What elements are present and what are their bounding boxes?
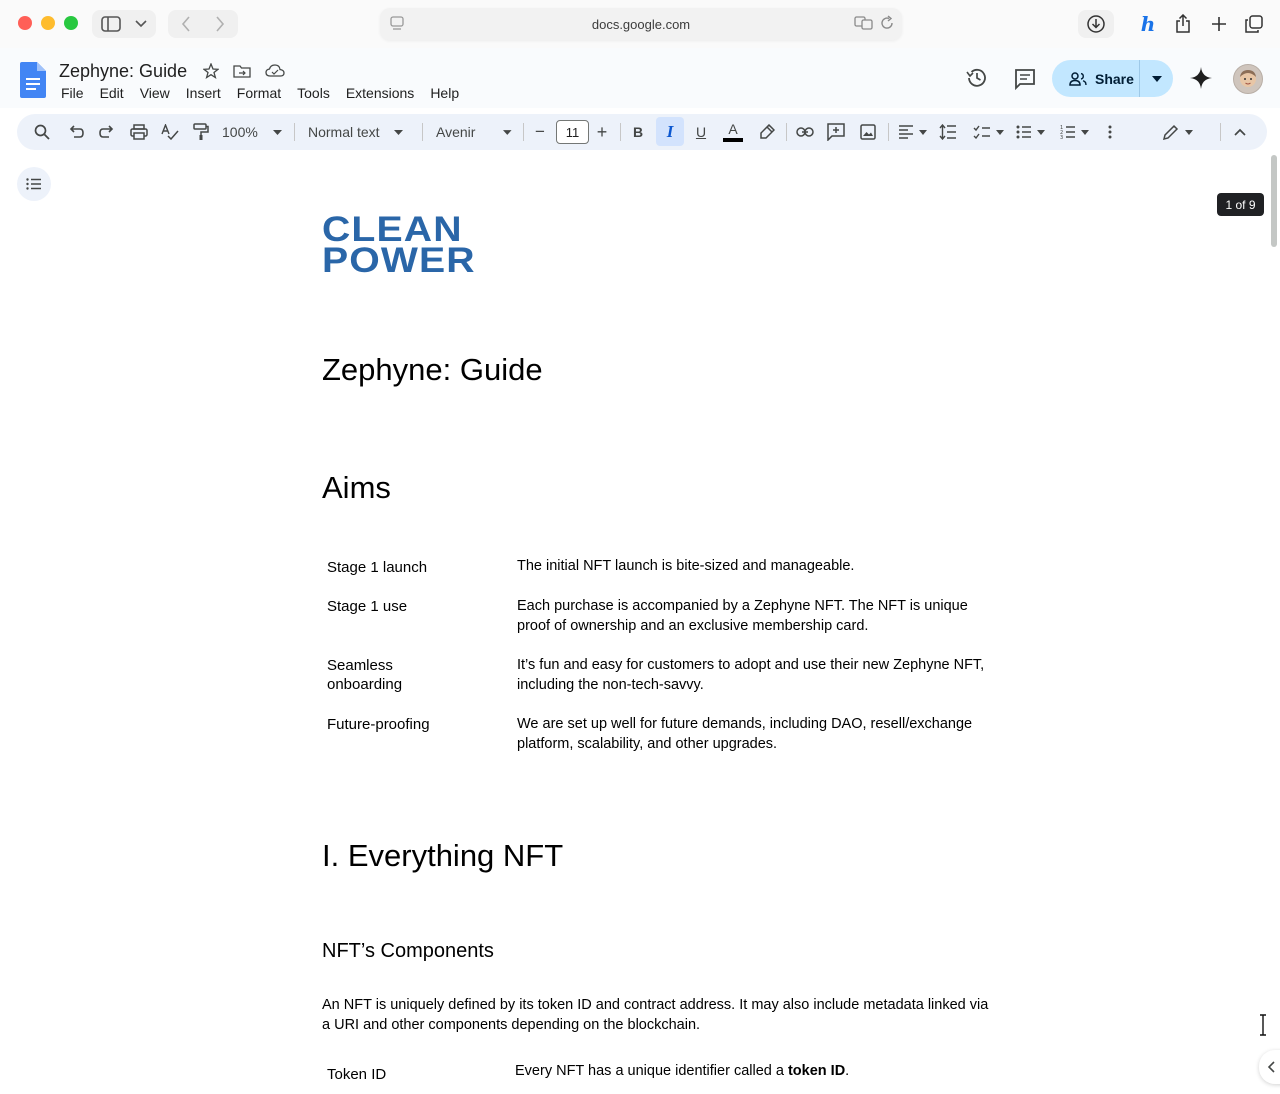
share-dropdown[interactable]	[1140, 76, 1173, 82]
add-comment-button[interactable]	[825, 114, 847, 150]
page-menu-icon[interactable]	[390, 16, 404, 32]
toolbar-divider	[888, 123, 889, 141]
aim-description: We are set up well for future demands, including DAO, resell/exchange platform, scalability, and other upgrades.	[517, 716, 973, 752]
text-color-swatch	[723, 138, 743, 142]
highlight-color-button[interactable]	[757, 114, 777, 150]
url-text: docs.google.com	[591, 16, 691, 32]
image-icon	[860, 124, 876, 140]
move-folder-icon[interactable]	[233, 63, 251, 79]
version-history-icon[interactable]	[965, 67, 989, 89]
svg-text:1: 1	[1059, 125, 1063, 131]
token-desc-prefix: Every NFT has a unique identifier called a	[515, 1063, 788, 1079]
share-page-button[interactable]	[1172, 10, 1194, 38]
italic-button[interactable]: I	[656, 117, 684, 146]
document-title: Zephyne: Guide	[322, 352, 543, 387]
align-select[interactable]	[896, 114, 928, 150]
reload-icon[interactable]	[880, 15, 894, 31]
menu-bar	[53, 85, 467, 101]
close-window-button[interactable]	[18, 16, 32, 30]
aim-description: It’s fun and easy for customers to adopt and use their new Zephyne NFT, including the non-tech-savvy.	[517, 657, 985, 693]
paragraph-style-select[interactable]	[308, 114, 410, 150]
components-paragraph: An NFT is uniquely defined by its token ID and contract address. It may also include metadata linked via a URI and other components depending on the blockchain.	[322, 997, 989, 1033]
font-size-input[interactable]: 11	[556, 120, 589, 144]
numbered-list-select[interactable]	[1057, 114, 1091, 150]
line-spacing-button[interactable]	[937, 114, 959, 150]
checklist-icon	[973, 125, 991, 139]
chevron-left-icon	[1267, 1061, 1275, 1073]
extension-h-icon: h	[1140, 12, 1156, 36]
toolbar-divider	[786, 123, 787, 141]
redo-icon	[99, 125, 115, 139]
logo-line-2: POWER	[322, 241, 476, 280]
caret-down-icon	[273, 130, 282, 135]
bold-button[interactable]: B	[632, 124, 644, 140]
address-bar[interactable]	[380, 8, 902, 40]
chevron-up-icon	[1234, 128, 1246, 136]
gemini-sparkle-icon[interactable]	[1190, 67, 1212, 89]
nav-buttons	[168, 10, 238, 38]
caret-down-icon	[1037, 130, 1045, 135]
logo-line-1: CLEAN	[322, 210, 463, 249]
increase-font-size-button[interactable]: +	[596, 121, 608, 142]
token-desc-suffix: .	[845, 1063, 850, 1079]
decrease-font-size-button[interactable]: −	[535, 122, 545, 141]
highlighter-icon	[759, 124, 775, 140]
cloud-saved-icon[interactable]	[265, 63, 285, 79]
translate-icon[interactable]	[854, 15, 874, 31]
back-arrow-icon[interactable]	[181, 16, 191, 32]
tabs-icon	[1245, 15, 1263, 33]
pencil-icon	[1163, 124, 1179, 140]
zoom-window-button[interactable]	[64, 16, 78, 30]
avatar[interactable]	[1233, 64, 1263, 94]
token-id-term: Token ID	[327, 1066, 387, 1083]
caret-down-icon	[503, 130, 512, 135]
chevron-down-icon	[135, 20, 147, 28]
editing-mode-select[interactable]	[1159, 114, 1197, 150]
token-desc-bold: token ID	[787, 1063, 846, 1079]
checklist-select[interactable]	[971, 114, 1005, 150]
caret-down-icon	[1185, 130, 1193, 135]
undo-button[interactable]	[65, 114, 87, 150]
more-options-button[interactable]	[1101, 114, 1119, 150]
svg-text:3: 3	[1059, 135, 1063, 140]
avatar-face-icon	[1237, 68, 1259, 90]
page-indicator: 1 of 9	[1217, 193, 1264, 216]
font-family-value: Avenir	[436, 124, 476, 140]
numbered-list-icon	[1060, 124, 1076, 140]
menu-format[interactable]: Format	[236, 85, 282, 101]
align-left-icon	[898, 125, 914, 139]
comments-icon[interactable]	[1014, 68, 1036, 90]
section-heading: I. Everything NFT	[322, 838, 564, 873]
share-button[interactable]	[1052, 60, 1173, 97]
insert-image-button[interactable]	[857, 114, 879, 150]
text-cursor-icon	[1258, 1014, 1268, 1036]
aim-term: Future-proofing	[327, 716, 430, 733]
menu-file[interactable]: File	[61, 85, 84, 101]
people-icon	[1069, 72, 1087, 86]
aim-term: Stage 1 use	[327, 598, 408, 615]
menu-help[interactable]: Help	[430, 85, 460, 101]
underline-button[interactable]: U	[695, 124, 707, 140]
print-icon	[130, 124, 148, 140]
tab-overview-button[interactable]	[1243, 10, 1265, 38]
toolbar-divider	[1220, 123, 1221, 141]
caret-down-icon	[996, 130, 1004, 135]
zoom-select[interactable]	[222, 114, 288, 150]
toolbar-divider	[523, 123, 524, 141]
clean-power-logo	[322, 210, 476, 280]
caret-down-icon	[919, 130, 927, 135]
bulleted-list-select[interactable]	[1013, 114, 1047, 150]
toolbar-divider	[294, 123, 295, 141]
font-family-select[interactable]	[436, 114, 512, 150]
svg-text:2: 2	[1059, 130, 1063, 136]
share-icon	[1175, 14, 1191, 34]
forward-arrow-icon[interactable]	[215, 16, 225, 32]
aim-term: Stage 1 launch	[327, 559, 428, 576]
add-comment-icon	[827, 123, 845, 141]
more-vert-icon	[1108, 125, 1112, 139]
downloads-button[interactable]	[1078, 10, 1114, 38]
components-heading: NFT’s Components	[322, 940, 494, 962]
sidebar-icon	[101, 16, 121, 32]
menu-tools[interactable]: Tools	[297, 85, 330, 101]
menu-view[interactable]: View	[139, 85, 170, 101]
download-icon	[1087, 15, 1105, 33]
paint-format-button[interactable]	[190, 114, 212, 150]
caret-down-icon	[1081, 130, 1089, 135]
aims-heading: Aims	[322, 470, 391, 505]
caret-down-icon	[394, 130, 403, 135]
redo-button[interactable]	[96, 114, 118, 150]
caret-down-icon	[1152, 76, 1162, 82]
token-id-description	[515, 1061, 995, 1081]
minimize-window-button[interactable]	[41, 16, 55, 30]
docs-header	[0, 48, 1280, 108]
aim-description: The initial NFT launch is bite-sized and manageable.	[517, 558, 855, 574]
undo-icon	[68, 125, 84, 139]
formatting-toolbar	[17, 114, 1267, 150]
toolbar-divider	[620, 123, 621, 141]
text-color-button[interactable]	[722, 114, 744, 150]
spellcheck-icon	[161, 124, 179, 140]
outline-list-icon	[26, 178, 42, 190]
line-spacing-icon	[939, 124, 957, 140]
doc-title[interactable]: Zephyne: Guide	[59, 61, 188, 81]
aim-term: Seamless onboarding	[327, 657, 403, 693]
spellcheck-button[interactable]	[159, 114, 181, 150]
search-menus-button[interactable]	[31, 114, 53, 150]
menu-insert[interactable]: Insert	[185, 85, 221, 101]
insert-link-button[interactable]	[794, 114, 816, 150]
plus-icon	[1211, 16, 1227, 32]
search-icon	[34, 124, 50, 140]
zoom-value: 100%	[222, 124, 258, 140]
sidebar-toggle-button[interactable]	[92, 10, 156, 38]
toolbar-divider	[422, 123, 423, 141]
menu-extensions[interactable]: Extensions	[345, 85, 415, 101]
link-icon	[796, 127, 814, 137]
star-icon[interactable]	[203, 63, 219, 79]
bulleted-list-icon	[1016, 125, 1032, 139]
docs-logo-icon[interactable]	[20, 62, 46, 98]
extension-button[interactable]	[1136, 10, 1160, 38]
print-button[interactable]	[128, 114, 150, 150]
aim-description: Each purchase is accompanied by a Zephyne NFT. The NFT is unique proof of ownership and an exclusive membership card.	[517, 598, 968, 634]
vertical-scrollbar-thumb[interactable]	[1271, 155, 1277, 247]
hide-menus-button[interactable]	[1230, 114, 1250, 150]
browser-chrome	[0, 0, 1280, 48]
paint-format-icon	[193, 123, 209, 141]
document-outline-button[interactable]	[17, 167, 51, 201]
paragraph-style-value: Normal text	[308, 124, 380, 140]
new-tab-button[interactable]	[1208, 10, 1230, 38]
text-color-letter: A	[728, 121, 738, 137]
menu-edit[interactable]: Edit	[99, 85, 124, 101]
share-label: Share	[1095, 70, 1134, 87]
